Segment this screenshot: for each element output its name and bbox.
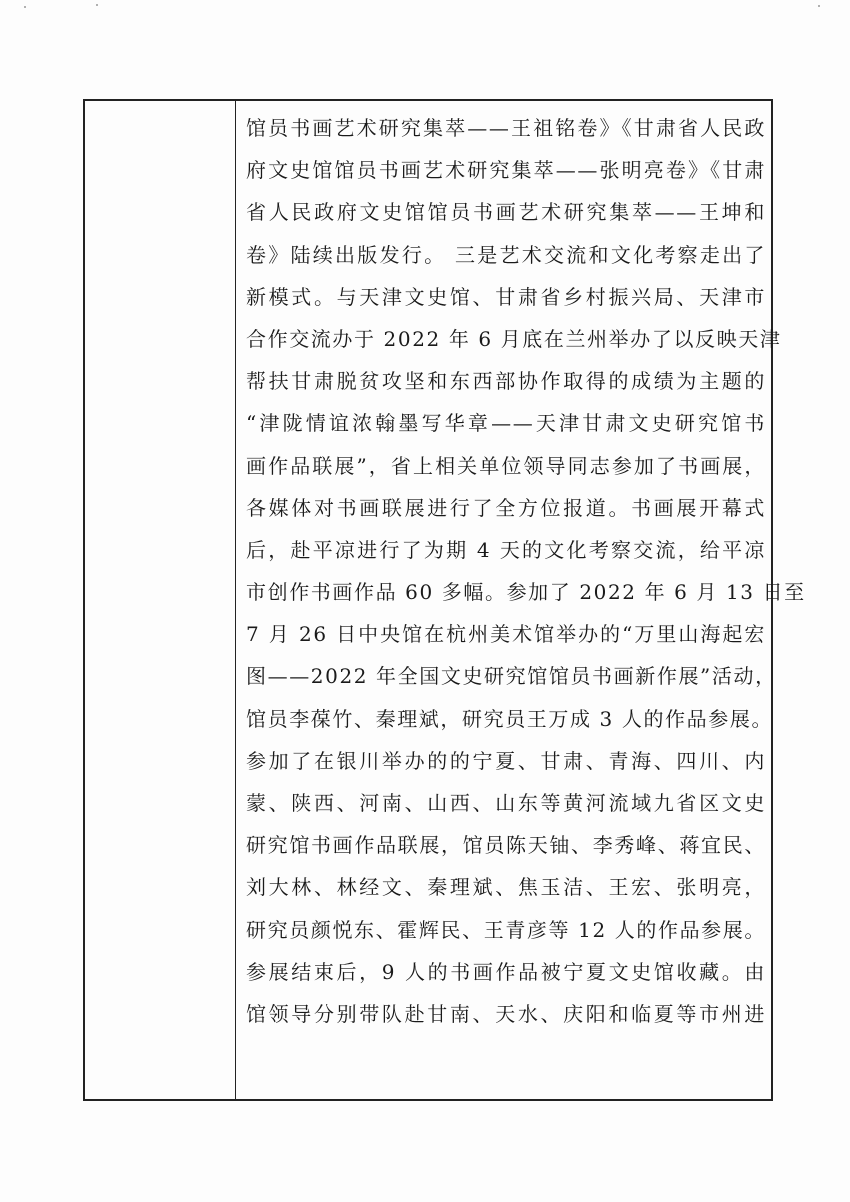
text-line: 新模式。与天津文史馆、甘肃省乡村振兴局、天津市 <box>246 284 766 309</box>
text-line: 画作品联展”，省上相关单位领导同志参加了书画展， <box>246 453 766 478</box>
scan-speck <box>96 4 98 6</box>
scan-speck <box>24 6 26 8</box>
text-line: 刘大林、林经文、秦理斌、焦玉洁、王宏、张明亮， <box>246 875 766 900</box>
text-line: 参加了在银川举办的的宁夏、甘肃、青海、四川、内 <box>246 748 766 773</box>
text-line: 市创作书画作品 60 多幅。参加了 2022 年 6 月 13 日至 <box>246 580 806 605</box>
scan-speck <box>818 5 820 7</box>
text-line: 7 月 26 日中央馆在杭州美术馆举办的“万里山海起宏 <box>246 622 766 647</box>
text-line: 馆员李葆竹、秦理斌，研究员王万成 3 人的作品参展。 <box>246 706 774 731</box>
text-line: 各媒体对书画联展进行了全方位报道。书画展开幕式 <box>246 495 766 520</box>
text-line: 参展结束后，9 人的书画作品被宁夏文史馆收藏。由 <box>246 959 766 984</box>
content-table <box>83 99 806 1101</box>
text-line: 馆员书画艺术研究集萃——王祖铭卷》《甘肃省人民政 <box>246 116 766 140</box>
text-line: “津陇情谊浓翰墨写华章——天津甘肃文史研究馆书 <box>246 411 766 436</box>
text-line: 研究馆书画作品联展，馆员陈天铀、李秀峰、蒋宜民、 <box>246 833 766 858</box>
table-right-cell <box>236 101 806 1099</box>
text-line: 卷》陆续出版发行。 三是艺术交流和文化考察走出了 <box>246 242 766 267</box>
text-line: 图——2022 年全国文史研究馆馆员书画新作展”活动， <box>246 664 777 689</box>
text-line: 帮扶甘肃脱贫攻坚和东西部协作取得的成绩为主题的 <box>246 369 766 394</box>
text-line: 研究员颜悦东、霍辉民、王青彦等 12 人的作品参展。 <box>246 917 766 942</box>
text-line: 合作交流办于 2022 年 6 月底在兰州举办了以反映天津 <box>246 326 782 351</box>
text-line: 后，赴平凉进行了为期 4 天的文化考察交流，给平凉 <box>246 537 766 562</box>
table-left-cell <box>85 101 236 1099</box>
text-line: 馆领导分别带队赴甘南、天水、庆阳和临夏等市州进 <box>246 1001 766 1026</box>
body-text <box>246 107 806 1035</box>
text-line: 蒙、陕西、河南、山西、山东等黄河流域九省区文史 <box>246 791 766 815</box>
text-line: 府文史馆馆员书画艺术研究集萃——张明亮卷》《甘肃 <box>246 158 766 183</box>
text-line: 省人民政府文史馆馆员书画艺术研究集萃——王坤和 <box>246 200 766 225</box>
